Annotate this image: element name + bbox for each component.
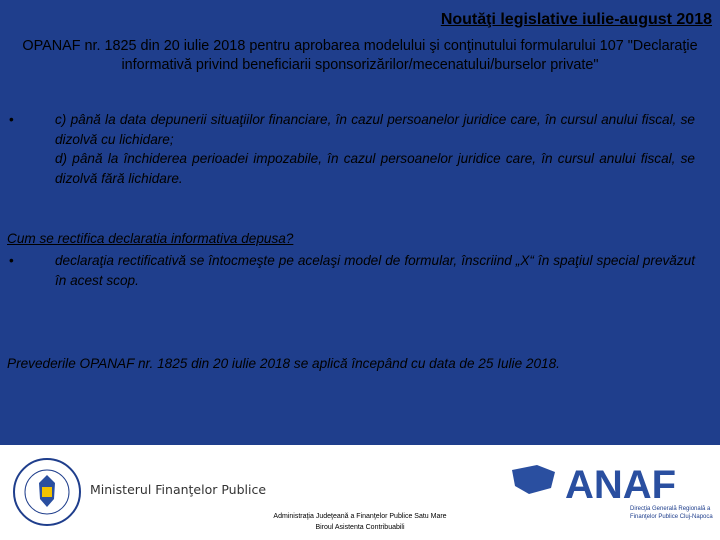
deadline-item-c: c) până la data depunerii situaţiilor financiare, în cazul persoanelor juridice care, în cursul anului fiscal, se dizolvă cu lichidare; <box>55 112 695 147</box>
rectification-question: Cum se rectifica declaratia informativa depusa? <box>7 231 294 246</box>
rectification-list <box>9 251 695 290</box>
list-item <box>9 110 695 188</box>
deadline-list <box>9 110 695 188</box>
page-title: Noutăţi legislative iulie-august 2018 <box>440 11 712 28</box>
bullet-icon: • <box>9 112 14 127</box>
bullet-icon: • <box>9 253 14 268</box>
anaf-subtext: Direcţia Generală Regională a Finanţelor Publice Cluj-Napoca <box>630 506 713 520</box>
anaf-logo-icon <box>507 460 707 505</box>
list-item <box>9 251 695 290</box>
effective-date-note: Prevederile OPANAF nr. 1825 din 20 iulie 2018 se aplică începând cu data de 25 Iulie 2018. <box>7 356 560 371</box>
page-subtitle: OPANAF nr. 1825 din 20 iulie 2018 pentru aprobarea modelului şi conţinutului formularului 107 "Declaraţie informativă privind beneficiarii sponsorizărilor/mecenatului/burselor private" <box>22 38 698 73</box>
office-address: Administraţia Judeţeană a Finanţelor Publice Satu Mare Biroul Asistenta Contribuabili <box>273 513 447 531</box>
anaf-logo-text: ANAF <box>565 463 677 505</box>
ministry-name: Ministerul Finanţelor Publice <box>90 482 267 497</box>
deadline-item-d: d) până la închiderea perioadei impozabile, în cazul persoanelor juridice care, în cursul anului fiscal, se dizolvă fără lichidare. <box>55 151 695 186</box>
rectification-text: declaraţia rectificativă se întocmeşte pe acelaşi model de formular, înscriind „X“ în spaţiul special prevăzut în acest scop. <box>55 253 695 288</box>
